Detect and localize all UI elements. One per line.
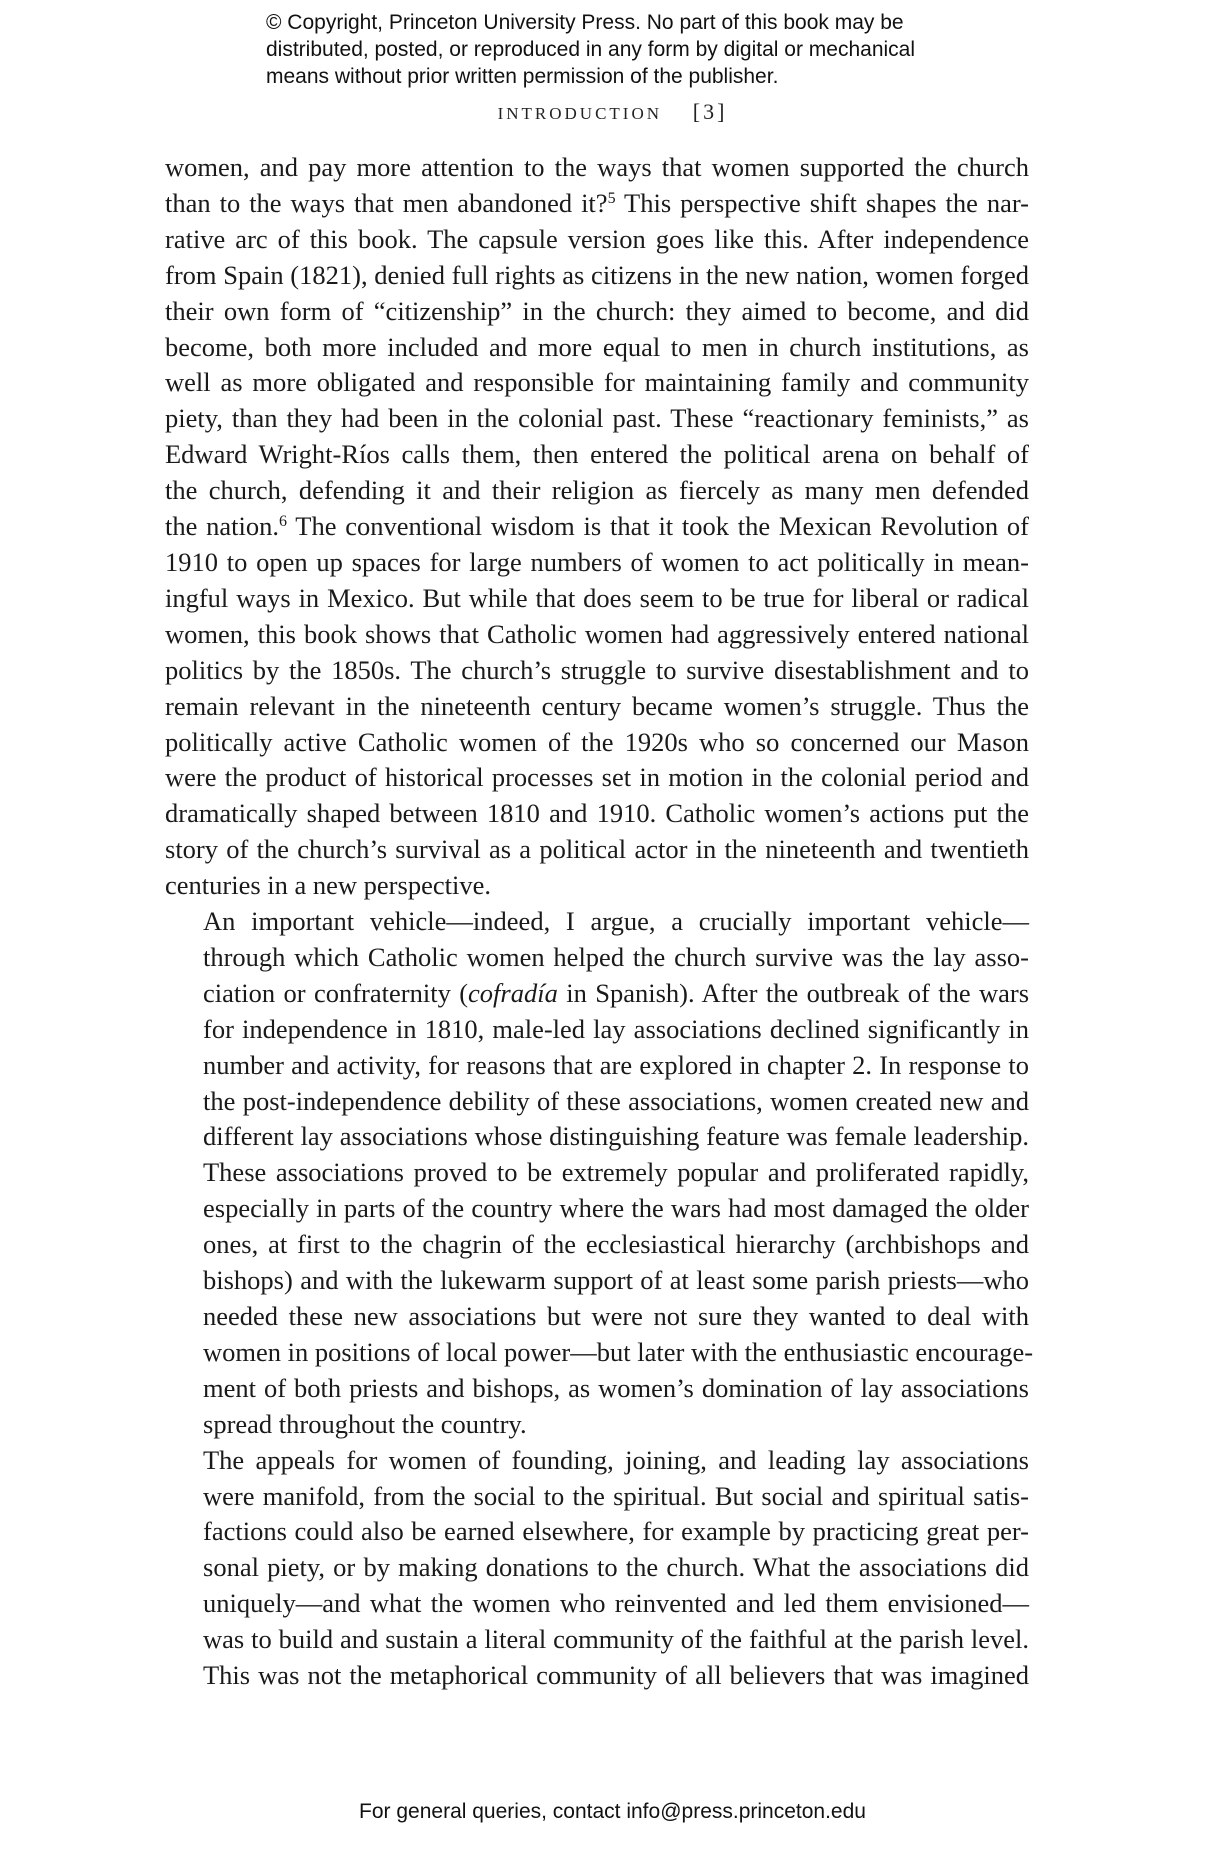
text-line: women, and pay more attention to the ways that women supported the church	[165, 152, 1029, 182]
text-line: This was not the metaphorical community of all believers that was imagined	[203, 1660, 1029, 1691]
text-line: These associations proved to be extremely popular and proliferated rapidly,	[203, 1157, 1029, 1188]
text-line: rative arc of this book. The capsule version goes like this. After independence	[165, 223, 1029, 254]
text-line: the church, defending it and their religion as fiercely as many men defended	[165, 475, 1029, 506]
copyright-notice	[266, 9, 986, 90]
text-line: The appeals for women of founding, joining, and leading lay associations	[203, 1444, 1029, 1475]
text-span: The conventional wisdom is that it took the Mexican Revolution of	[287, 511, 1029, 542]
running-head-title: INTRODUCTION	[497, 104, 663, 123]
text-line: politics by the 1850s. The church’s struggle to survive disestablishment and to	[165, 654, 1029, 685]
text-line: sonal piety, or by making donations to the church. What the associations did	[203, 1552, 1029, 1583]
running-head	[0, 99, 1225, 125]
text-line: 1910 to open up spaces for large numbers of women to act politically in mean-	[165, 546, 1029, 577]
text-line: ment of both priests and bishops, as women’s domination of lay associations	[203, 1372, 1029, 1403]
italic-term: cofradía	[468, 977, 558, 1008]
text-line: factions could also be earned elsewhere, for example by practicing great per-	[203, 1516, 1029, 1547]
body-text	[165, 150, 1034, 1694]
copyright-line: means without prior written permission of the publisher.	[266, 65, 779, 88]
text-line: were manifold, from the social to the spiritual. But social and spiritual satis-	[203, 1480, 1029, 1511]
paragraph	[165, 150, 1029, 904]
text-line: the post-independence debility of these associations, women created new and	[203, 1085, 1029, 1116]
text-line: from Spain (1821), denied full rights as citizens in the new nation, women forged	[165, 259, 1029, 290]
copyright-line: distributed, posted, or reproduced in any form by digital or mechanical	[266, 38, 916, 61]
page-number: [3]	[692, 99, 728, 124]
footnote-marker: 6	[279, 513, 287, 531]
text-line: were the product of historical processes set in motion in the colonial period and	[165, 762, 1029, 793]
text-line	[165, 186, 1029, 222]
footnote-marker: 5	[607, 190, 616, 208]
text-line: bishops) and with the lukewarm support of at least some parish priests—who	[203, 1265, 1029, 1296]
text-line: was to build and sustain a literal community of the faithful at the parish level.	[203, 1624, 1029, 1655]
text-line: politically active Catholic women of the 1920s who so concerned our Mason	[165, 726, 1029, 757]
footer-contact: For general queries, contact info@press.princeton.edu	[359, 1800, 866, 1823]
text-line: centuries in a new perspective.	[165, 870, 491, 901]
text-span: the nation.	[165, 511, 279, 542]
text-line: piety, than they had been in the colonial past. These “reactionary feminists,” as	[165, 403, 1029, 434]
text-line: for independence in 1810, male-led lay associations declined significantly in	[203, 1013, 1029, 1044]
text-span: in Spanish). After the outbreak of the wars	[557, 977, 1030, 1008]
paragraph	[165, 1443, 1029, 1694]
text-line: their own form of “citizenship” in the church: they aimed to become, and did	[165, 295, 1029, 326]
text-span: than to the ways that men abandoned it?	[165, 187, 608, 218]
text-line: ones, at first to the chagrin of the ecclesiastical hierarchy (archbishops and	[203, 1229, 1029, 1260]
text-line: An important vehicle—indeed, I argue, a crucially important vehicle—	[203, 906, 1029, 937]
text-line: number and activity, for reasons that are explored in chapter 2. In response to	[203, 1049, 1029, 1080]
paragraph	[165, 904, 1034, 1443]
text-line: dramatically shaped between 1810 and 1910. Catholic women’s actions put the	[165, 798, 1029, 829]
text-line	[165, 976, 1029, 1012]
text-line: through which Catholic women helped the church survive was the lay asso-	[203, 941, 1029, 972]
text-line: become, both more included and more equal to men in church institutions, as	[165, 331, 1029, 362]
text-span: ciation or confraternity (	[203, 977, 469, 1008]
text-line: Edward Wright-Ríos calls them, then entered the political arena on behalf of	[165, 439, 1029, 470]
text-line: women, this book shows that Catholic women had aggressively entered national	[165, 618, 1029, 649]
text-line	[165, 509, 1029, 545]
text-line: well as more obligated and responsible for maintaining family and community	[165, 367, 1029, 398]
text-line: ingful ways in Mexico. But while that does seem to be true for liberal or radical	[165, 582, 1029, 613]
text-line: needed these new associations but were not sure they wanted to deal with	[203, 1301, 1029, 1331]
text-line: story of the church’s survival as a political actor in the nineteenth and twentieth	[165, 834, 1029, 865]
text-line: remain relevant in the nineteenth century became women’s struggle. Thus the	[165, 690, 1029, 721]
text-line: different lay associations whose distinguishing feature was female leadership.	[203, 1121, 1029, 1152]
text-line: especially in parts of the country where the wars had most damaged the older	[203, 1193, 1029, 1224]
text-line: women in positions of local power—but later with the enthusiastic encourage-	[203, 1336, 1034, 1367]
text-line: uniquely—and what the women who reinvented and led them envisioned—	[203, 1588, 1029, 1619]
text-line: spread throughout the country.	[203, 1408, 527, 1439]
text-span: This perspective shift shapes the nar-	[615, 187, 1029, 218]
copyright-line: © Copyright, Princeton University Press. No part of this book may be	[266, 11, 904, 34]
